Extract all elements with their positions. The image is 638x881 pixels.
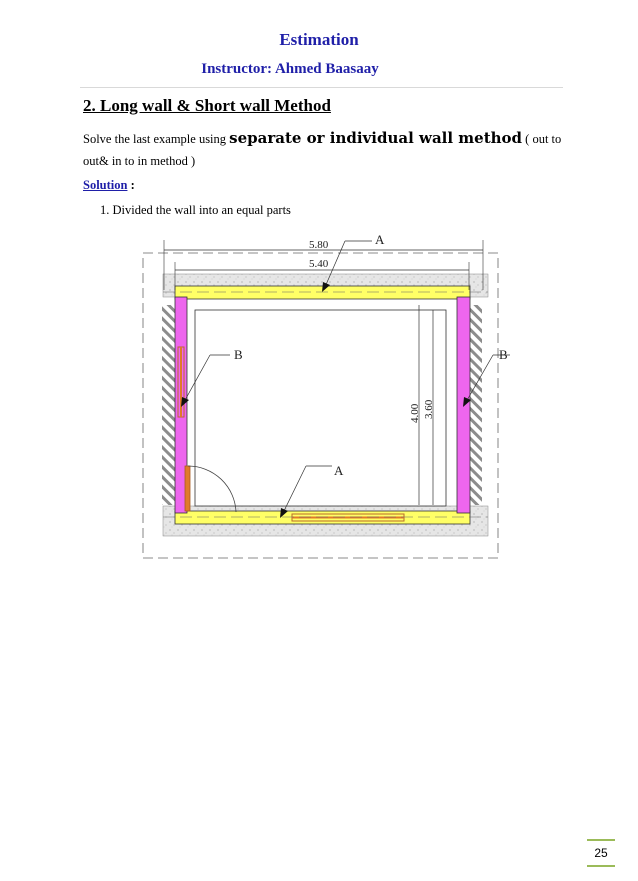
header-divider	[80, 87, 563, 88]
solution-label-line	[83, 178, 135, 193]
label-wall-b-right: B	[499, 347, 508, 362]
solution-label: Solution	[83, 178, 128, 192]
label-wall-b-left: B	[234, 347, 243, 362]
floor-plan-drawing	[135, 228, 510, 568]
section-heading: 2. Long wall & Short wall Method	[83, 96, 331, 115]
statement-text-end: ( out to out& in to in method )	[83, 132, 562, 168]
page-number: 25	[594, 846, 608, 860]
instructor-line: Instructor: Ahmed Baasaay	[201, 61, 379, 77]
footing-left	[162, 305, 175, 505]
dim-outer-length: 5.80	[309, 239, 329, 251]
page-number-rule-top	[587, 839, 615, 841]
door-left	[185, 466, 190, 511]
dim-outer-width: 4.00	[409, 403, 421, 423]
page-number-box	[587, 839, 615, 867]
step-item: 1. Divided the wall into an equal parts	[100, 203, 291, 217]
dim-inner-width: 3.60	[423, 399, 435, 419]
page-number-rule-bottom	[587, 865, 615, 867]
problem-statement	[83, 127, 568, 172]
statement-emphasis: separate or individual wall method	[229, 129, 523, 147]
footing-right	[469, 305, 482, 505]
document-title: Estimation	[279, 30, 359, 49]
label-wall-a-bottom: A	[334, 463, 344, 478]
solution-colon: :	[127, 178, 135, 192]
label-wall-a-top: A	[375, 232, 385, 247]
dim-inner-length: 5.40	[309, 258, 329, 270]
statement-text-start: Solve the last example using	[83, 132, 230, 146]
